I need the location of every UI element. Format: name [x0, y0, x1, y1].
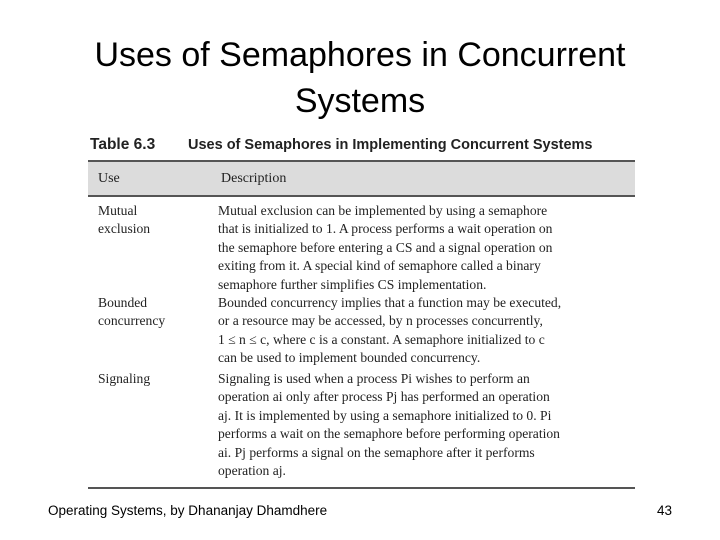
- description-line: performs a wait on the semaphore before performing operation: [218, 426, 560, 442]
- description-line: Signaling is used when a process Pi wishes to perform an: [218, 371, 530, 386]
- description-line: aj. It is implemented by using a semaphore initialized to 0. Pi: [218, 407, 552, 423]
- use-cell: [98, 202, 213, 239]
- page-number: 43: [656, 503, 672, 518]
- use-cell: [98, 294, 213, 331]
- description-line: operation aj.: [218, 463, 286, 479]
- description-line: the semaphore before entering a CS and a signal operation on: [218, 239, 553, 255]
- table-bottom-rule: [88, 487, 635, 489]
- description-cell: [218, 294, 628, 368]
- table-header: [88, 160, 635, 197]
- use-line: Mutual: [98, 203, 138, 218]
- description-line: ai. Pj performs a signal on the semaphore after it performs: [218, 444, 535, 460]
- description-cell: [218, 202, 628, 294]
- column-header-use: Use: [98, 171, 120, 186]
- description-line: 1 ≤ n ≤ c, where c is a constant. A semaphore initialized to c: [218, 331, 545, 347]
- slide-title-line-1: Uses of Semaphores in Concurrent: [94, 36, 626, 74]
- column-header-description: Description: [221, 171, 287, 186]
- description-line: can be used to implement bounded concurrency.: [218, 350, 481, 366]
- description-line: Mutual exclusion can be implemented by using a semaphore: [218, 203, 548, 218]
- use-line: exclusion: [98, 221, 151, 237]
- description-line: operation ai only after process Pj has performed an operation: [218, 389, 550, 405]
- description-line: or a resource may be accessed, by n processes concurrently,: [218, 313, 543, 329]
- table-caption: [90, 136, 650, 154]
- footer-source: Operating Systems, by Dhananjay Dhamdhere: [48, 503, 328, 518]
- use-line: concurrency: [98, 313, 166, 329]
- description-line: exiting from it. A special kind of semaphore called a binary: [218, 258, 541, 274]
- table-caption-text: Uses of Semaphores in Implementing Concurrent Systems: [188, 137, 593, 153]
- table-number: Table 6.3: [90, 136, 156, 153]
- description-line: that is initialized to 1. A process performs a wait operation on: [218, 221, 553, 237]
- description-cell: [218, 370, 628, 480]
- use-cell: [98, 370, 213, 388]
- description-line: Bounded concurrency implies that a function may be executed,: [218, 295, 562, 310]
- description-line: semaphore further simplifies CS implementation.: [218, 276, 487, 292]
- use-line: Bounded: [98, 295, 148, 310]
- slide-title: [0, 32, 720, 124]
- slide-title-line-2: Systems: [294, 82, 426, 120]
- use-line: Signaling: [98, 371, 151, 386]
